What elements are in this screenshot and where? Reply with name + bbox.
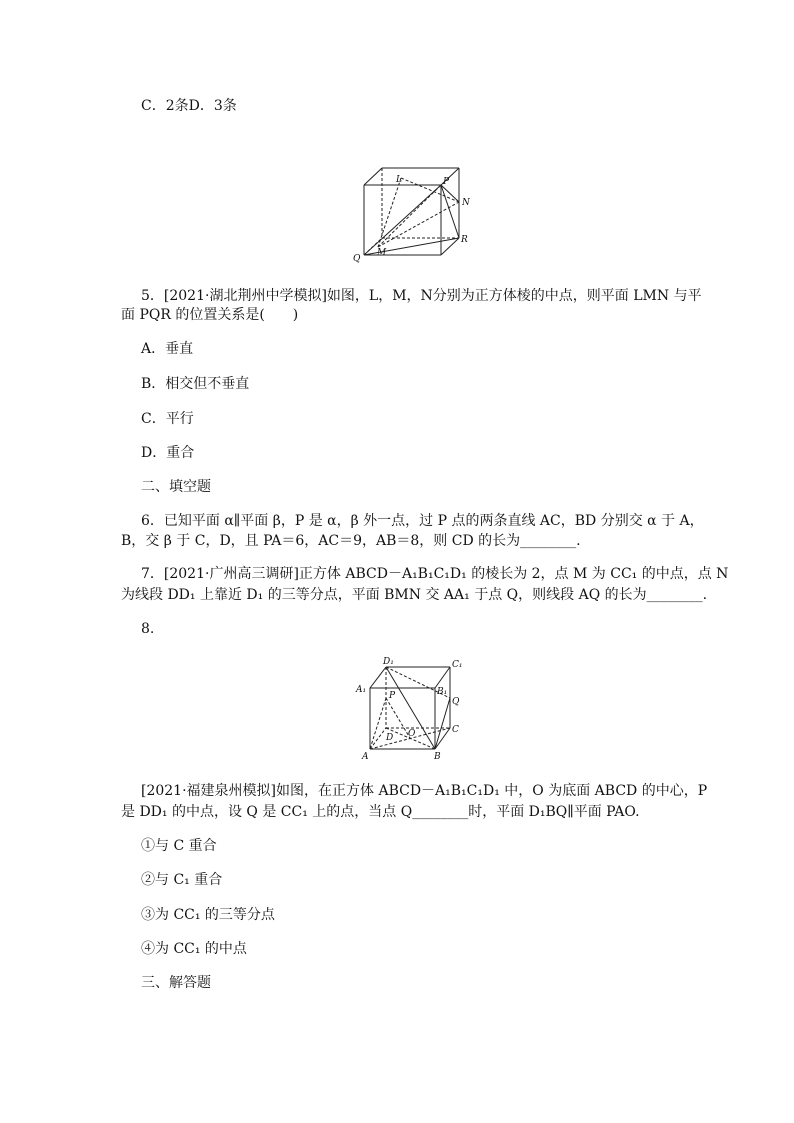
q8-option-3: ③为 CC₁ 的三等分点 (141, 907, 275, 923)
section-fill-in-title: 二、填空题 (141, 479, 211, 495)
q5-option-a: A．垂直 (141, 341, 194, 357)
label-R: R (461, 235, 468, 245)
label-C: C (452, 725, 459, 735)
q6-line2: B，交 β 于 C，D，且 PA＝6，AC＝9，AB＝8，则 CD 的长为________. (121, 533, 581, 549)
q5-stem-line2: 面 PQR 的位置关系是( ) (121, 307, 299, 323)
label-L: L (396, 175, 402, 185)
figure-cube-lmn-pqr (346, 160, 482, 268)
label-Q: Q (452, 697, 460, 707)
q8-stem-line1: [2021·福建泉州模拟]如图，在正方体 ABCD－A₁B₁C₁D₁ 中，O 为底面 ABCD 的中心，P (141, 783, 708, 799)
q7-line2: 为线段 DD₁ 上靠近 D₁ 的三等分点，平面 BMN 交 AA₁ 于点 Q，则线段 AQ 的长为________. (121, 587, 708, 603)
label-N: N (462, 198, 470, 208)
label-A1: A₁ (356, 685, 367, 695)
q6-line1: 6．已知平面 α∥平面 β，P 是 α，β 外一点，过 P 点的两条直线 AC，BD 分别交 α 于 A， (141, 513, 704, 529)
q8-option-2: ②与 C₁ 重合 (141, 872, 223, 888)
q8-option-1: ①与 C 重合 (141, 838, 217, 854)
label-C1: C₁ (452, 660, 463, 670)
q5-stem-line1: 5．[2021·湖北荆州中学模拟]如图，L，M，N分别为正方体棱的中点，则平面 LMN 与平 (141, 288, 702, 304)
q5-option-d: D．重合 (141, 445, 195, 461)
label-D: D (386, 733, 394, 743)
label-D1: D₁ (383, 657, 394, 667)
label-M: M (377, 248, 387, 258)
label-A: A (362, 752, 369, 762)
q7-line1: 7．[2021·广州高三调研]正方体 ABCD－A₁B₁C₁D₁ 的棱长为 2，点 M 为 CC₁ 的中点，点 N (141, 566, 729, 582)
q4-options-cd: C．2条D．3条 (141, 98, 237, 114)
label-P: P (443, 177, 450, 187)
q8-number: 8. (141, 621, 155, 637)
label-B: B (434, 752, 441, 762)
q5-option-b: B．相交但不垂直 (141, 376, 250, 392)
section-answer-title: 三、解答题 (141, 975, 211, 991)
label-Q: Q (353, 254, 361, 264)
q8-option-4: ④为 CC₁ 的中点 (141, 941, 247, 957)
label-P: P (389, 691, 396, 701)
label-B1: B₁ (437, 687, 448, 697)
figure-cube-abcd (352, 654, 468, 762)
cube-diagram-2 (352, 654, 468, 762)
q8-stem-line2: 是 DD₁ 的中点，设 Q 是 CC₁ 上的点，当点 Q________时，平面 D₁BQ∥平面 PAO. (121, 804, 640, 820)
q5-option-c: C．平行 (141, 411, 194, 427)
cube-diagram-1 (346, 160, 482, 268)
label-O: O (408, 729, 416, 739)
